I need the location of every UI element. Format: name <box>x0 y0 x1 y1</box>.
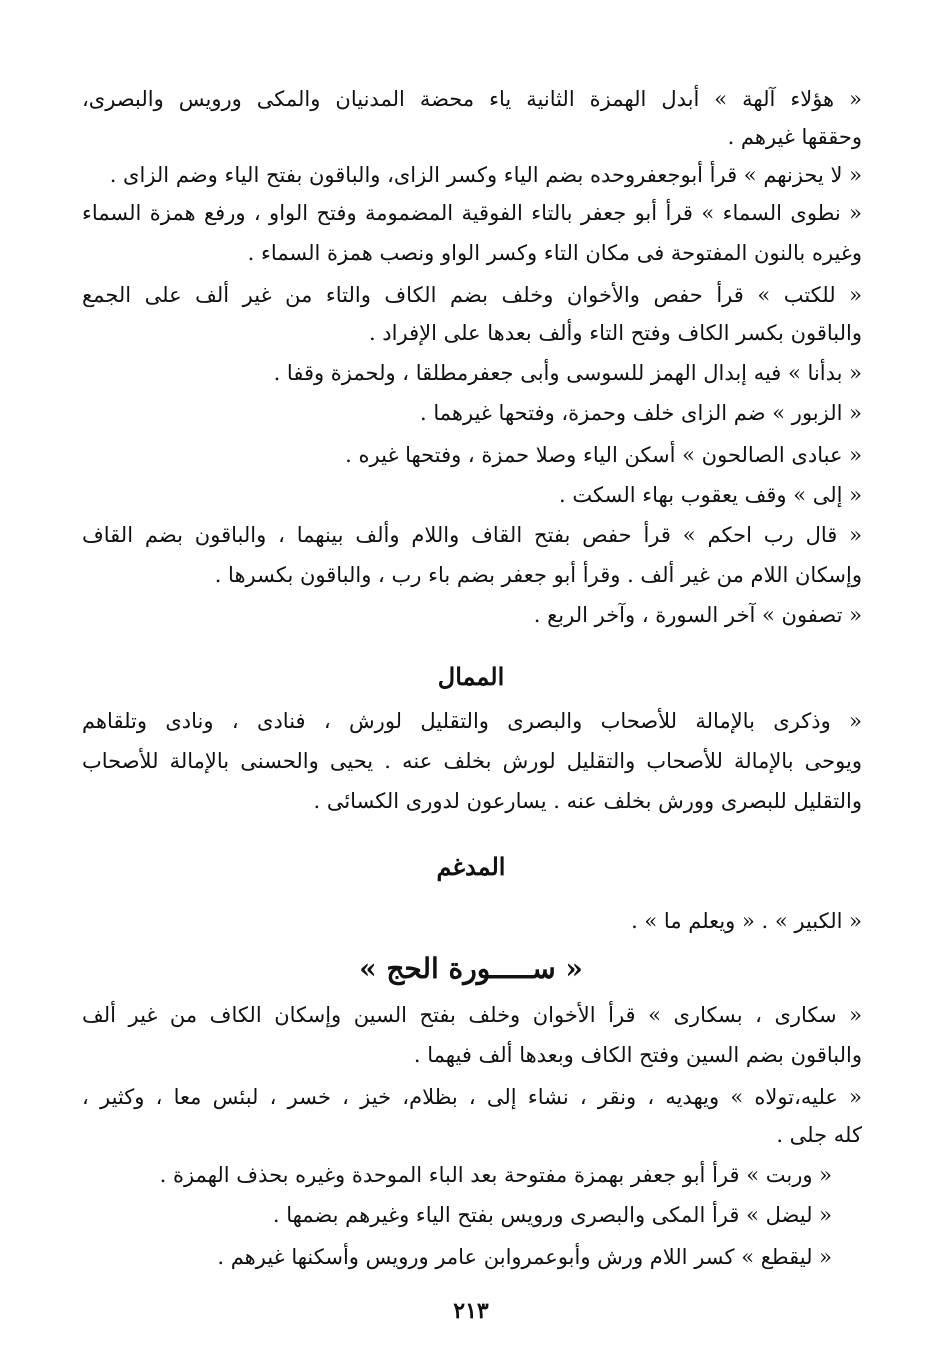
text-line: « عليه،تولاه » ويهديه ، ونقر ، نشاء إلى ، بظلام، خيز ، خسر ، لبئس معا ، وكثير ، <box>82 1085 862 1109</box>
text-line: وإسكان اللام من غير ألف . وقرأ أبو جعفر بضم باء رب ، والباقون بكسرها . <box>214 563 862 587</box>
text-line: « الزبور » ضم الزاى خلف وحمزة، وفتحها غيرهما . <box>420 401 862 425</box>
text-line: « سكارى ، بسكارى » قرأ الأخوان وخلف بفتح السين وإسكان الكاف من غير ألف <box>82 1003 862 1027</box>
text-line: « ليقطع » كسر اللام ورش وأبوعمروابن عامر ورويس وأسكنها غيرهم . <box>217 1245 832 1269</box>
text-line: « إلى » وقف يعقوب بهاء السكت . <box>559 483 862 507</box>
text-line: « تصفون » آخر السورة ، وآخر الربع . <box>533 603 862 627</box>
text-line: « هؤلاء آلهة » أبدل الهمزة الثانية ياء محضة المدنيان والمكى ورويس والبصرى، <box>82 87 862 111</box>
text-line: وحققها غيرهم . <box>727 125 862 149</box>
text-line: وغيره بالنون المفتوحة فى مكان التاء وكسر الواو ونصب همزة السماء . <box>247 241 862 265</box>
text-line: « عبادى الصالحون » أسكن الياء وصلا حمزة ، وفتحها غيره . <box>345 443 862 467</box>
text-line: « نطوى السماء » قرأ أبو جعفر بالتاء الفوقية المضمومة وفتح الواو ، ورفع همزة السماء <box>82 201 862 225</box>
text-line: والباقون بكسر الكاف وفتح التاء وألف بعدها على الإفراد . <box>368 321 862 345</box>
text-line: « وربت » قرأ أبو جعفر بهمزة مفتوحة بعد الباء الموحدة وغيره بحذف الهمزة . <box>159 1163 832 1187</box>
text-line: « للكتب » قرأ حفص والأخوان وخلف بضم الكاف والتاء من غير ألف على الجمع <box>82 283 862 307</box>
surah-heading: « ســـــورة الحج » <box>359 952 583 985</box>
text-line: والتقليل للبصرى وورش بخلف عنه . يسارعون لدورى الكسائى . <box>313 789 862 813</box>
text-line: كله جلى . <box>776 1123 862 1147</box>
text-line: « لا يحزنهم » قرأ أبوجعفروحده بضم الياء وكسر الزاى، والباقون بفتح الياء وضم الزاى . <box>109 163 862 187</box>
page-number: ٢١٣ <box>453 1298 489 1324</box>
text-line: « قال رب احكم » قرأ حفص بفتح القاف واللام وألف بينهما ، والباقون بضم القاف <box>82 523 862 547</box>
text-line: « بدأنا » فيه إبدال الهمز للسوسى وأبى جعفرمطلقا ، ولحمزة وقفا . <box>273 361 862 385</box>
text-line: « وذكرى بالإمالة للأصحاب والبصرى والتقليل لورش ، فنادى ، ونادى وتلقاهم <box>82 709 862 733</box>
section-heading-mudgham: المدغم <box>436 852 506 881</box>
text-line: « الكبير » . « ويعلم ما » . <box>631 909 862 933</box>
section-heading-mumal: الممال <box>437 662 505 691</box>
text-line: « ليضل » قرأ المكى والبصرى ورويس بفتح الياء وغيرهم بضمها . <box>272 1203 832 1227</box>
text-line: ويوحى بالإمالة للأصحاب والتقليل لورش بخلف عنه . يحيى والحسنى بالإمالة للأصحاب <box>82 749 862 773</box>
text-line: والباقون بضم السين وفتح الكاف وبعدها ألف فيهما . <box>413 1043 862 1067</box>
